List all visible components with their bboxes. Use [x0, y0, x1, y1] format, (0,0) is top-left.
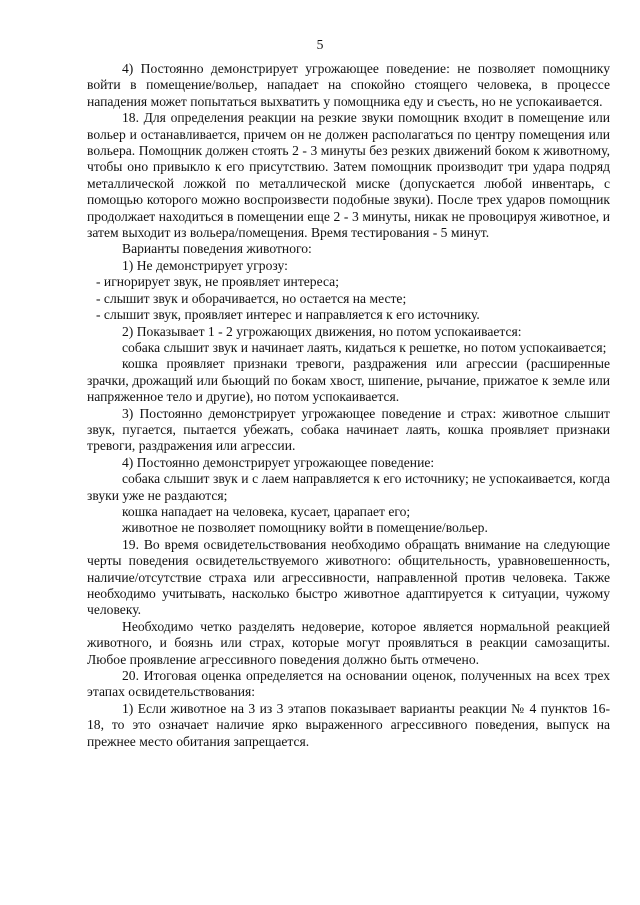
list-item: - игнорирует звук, не проявляет интереса; — [96, 274, 339, 290]
paragraph: 1) Если животное на 3 из 3 этапов показывает варианты реакции № 4 пунктов 16-18, то это означает наличие ярко выраженного агрессивного поведения, выпуск на прежнее место обитания запрещается. — [87, 700, 610, 749]
list-item: - слышит звук, проявляет интерес и направляется к его источнику. — [96, 307, 480, 323]
paragraph: 2) Показывает 1 - 2 угрожающих движения, но потом успокаивается: — [122, 323, 522, 339]
paragraph: 1) Не демонстрирует угрозу: — [122, 257, 288, 273]
paragraph: животное не позволяет помощнику войти в помещение/вольер. — [122, 520, 488, 536]
paragraph: 4) Постоянно демонстрирует угрожающее поведение: не позволяет помощнику войти в помещение/вольер, нападает на спокойно стоящего человека, в процессе нападения может попытаться выхватить у помощника еду и съесть, но не успокаивается. — [87, 61, 610, 109]
document-body — [87, 61, 610, 750]
paragraph: собака слышит звук и начинает лаять, кидаться к решетке, но потом успокаивается; — [122, 339, 607, 355]
list-item: - слышит звук и оборачивается, но остается на месте; — [96, 290, 407, 306]
paragraph: 19. Во время освидетельствования необходимо обращать внимание на следующие черты поведения освидетельствуемого животного: общительность, уравновешенность, наличие/отсутствие страха или агрессивности, направленной против человека. Также необходимо учитывать, насколько быстро животное адаптируется к ситуации, чужому человеку. — [87, 536, 610, 618]
paragraph: кошка проявляет признаки тревоги, раздражения или агрессии (расширенные зрачки, дрожащий или бьющий по бокам хвост, шипение, рычание, прижатое к земле или напряженное тело и другие), но потом успокаивается. — [87, 356, 610, 405]
paragraph: 4) Постоянно демонстрирует угрожающее поведение: — [122, 454, 435, 470]
paragraph: кошка нападает на человека, кусает, царапает его; — [122, 503, 411, 519]
paragraph: 18. Для определения реакции на резкие звуки помощник входит в помещение или вольер и останавливается, причем он не должен располагаться по центру помещения или вольера. Помощник должен стоять 2 - 3 минуты без резких движений боком к животному, чтобы оно привыкло к его присутствию. Затем помощник производит три удара подряд металлической ложкой по металлической миске (допускается любой инвентарь, с помощью которого можно воспроизвести подобные звуки). После трех ударов помощник продолжает находиться в помещении еще 2 - 3 минуты, никак не провоцируя животное, и затем выходит из вольера/помещения. Время тестирования - 5 минут. — [87, 110, 610, 241]
paragraph: Необходимо четко разделять недоверие, которое является нормальной реакцией животного, и боязнь или страх, которые могут проявляться в реакции самозащиты. Любое проявление агрессивного поведения должно быть отмечено. — [87, 618, 610, 667]
paragraph: 3) Постоянно демонстрирует угрожающее поведение и страх: животное слышит звук, пугается, пытается убежать, собака начинает лаять, кошка проявляет признаки тревоги, раздражения или агрессии. — [87, 405, 610, 454]
paragraph: собака слышит звук и с лаем направляется к его источнику; не успокаивается, когда звуки уже не раздаются; — [87, 471, 610, 503]
paragraph: 20. Итоговая оценка определяется на основании оценок, полученных на всех трех этапах освидетельствования: — [87, 668, 610, 700]
page-number: 5 — [316, 37, 324, 52]
paragraph: Варианты поведения животного: — [122, 241, 312, 257]
